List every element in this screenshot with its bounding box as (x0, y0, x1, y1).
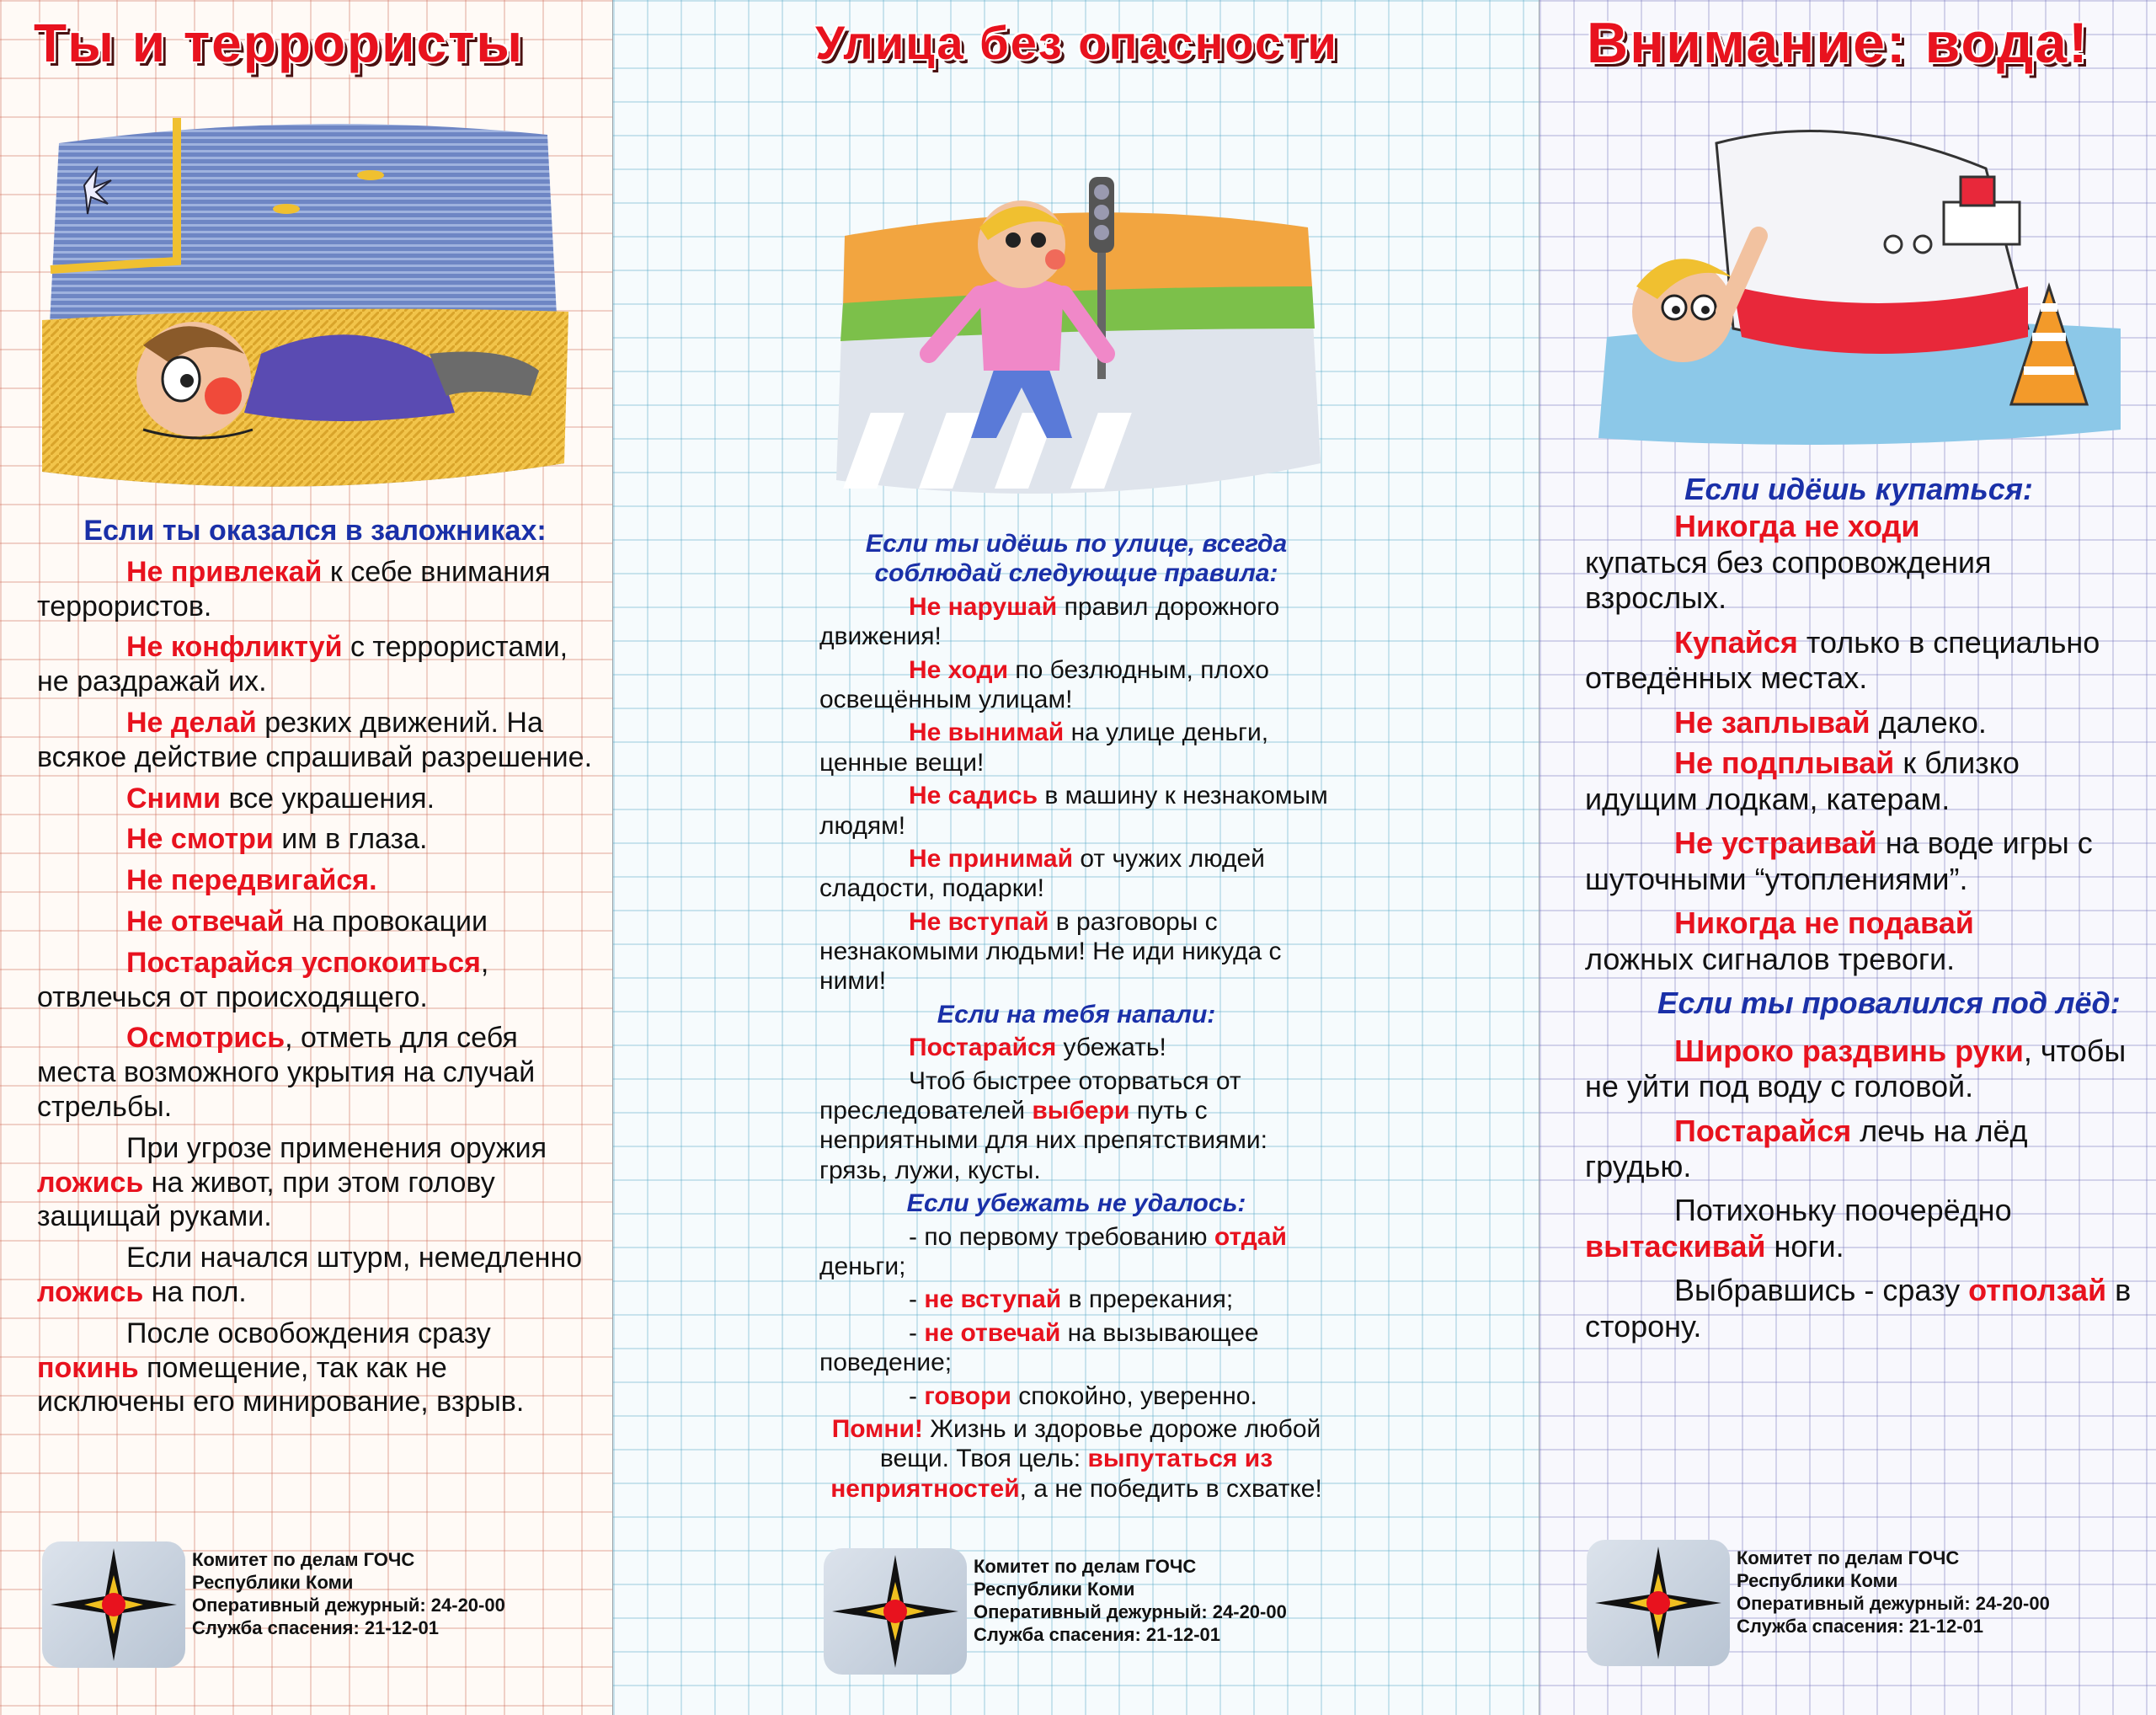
rule-item: Не нарушай правил дорожного движения! (819, 592, 1280, 651)
rule-item: - не вступай в пререкания; (909, 1285, 1234, 1314)
footer-org: Комитет по делам ГОЧС (974, 1556, 1197, 1577)
emergency-emblem (1587, 1540, 1730, 1666)
rule-item: Не отвечай на провокации (126, 905, 488, 938)
rule-item: Потихоньку поочерёдно вытаскивай ноги. (1585, 1193, 2012, 1264)
footer-org: Комитет по делам ГОЧС (1737, 1547, 1960, 1568)
rule-item: Не садись в машину к незнакомым людям! (819, 782, 1328, 840)
footer-duty-phone: Оперативный дежурный: 24-20-00 (1737, 1593, 2050, 1614)
footer-contacts (824, 1548, 1363, 1675)
footer-region: Республики Коми (974, 1579, 1135, 1600)
water-rules (1585, 472, 2132, 1353)
rule-item: Постарайся успокоиться, отвлечься от происходящего. (37, 946, 489, 1013)
compass-star-icon (824, 1548, 967, 1675)
compass-star-icon (1587, 1540, 1730, 1666)
rule-item: Постарайся убежать! (909, 1034, 1166, 1062)
footer-duty-phone: Оперативный дежурный: 24-20-00 (192, 1595, 505, 1616)
section-heading: Если идёшь купаться: (1684, 472, 2033, 506)
rule-item: Не вступай в разговоры с незнакомыми людьми! Не иди никуда с ними! (819, 907, 1282, 996)
rule-item: Не смотри им в глаза. (126, 823, 428, 856)
rule-item: Постарайся лечь на лёд грудью. (1585, 1113, 2028, 1183)
rule-item: Не вынимай на улице деньги, ценные вещи! (819, 719, 1269, 777)
panel-street (613, 0, 1540, 1715)
rule-item: Не привлекай к себе внимания террористов. (37, 555, 551, 622)
remember-note: Помни! Жизнь и здоровье дороже любой вещи. Твоя цель: выпутаться из неприятностей, а не победить в схватке! (830, 1414, 1322, 1503)
section-heading: Если ты провалился под лёд: (1657, 986, 2121, 1021)
rule-item: Не конфликтуй с террористами, не раздражай их. (37, 631, 568, 698)
footer-duty-phone: Оперативный дежурный: 24-20-00 (974, 1601, 1287, 1622)
rule-item: Выбравшись - сразу отползай в сторону. (1585, 1273, 2132, 1344)
rule-item: Широко раздвинь руки, чтобы не уйти под воду с головой. (1585, 1033, 2127, 1104)
footer-rescue-phone: Служба спасения: 21-12-01 (1737, 1616, 1983, 1637)
rule-item: Осмотрись, отметь для себя места возможного укрытия на случай стрельбы. (37, 1022, 536, 1123)
panel-title: Внимание: вода! (1587, 11, 2089, 75)
street-rules (819, 529, 1333, 1510)
rule-item: После освобождения сразу покинь помещение, так как не исключены его минирование, взрыв. (37, 1317, 525, 1418)
rule-item: Если начался штурм, немедленно ложись на пол. (37, 1242, 583, 1308)
rule-item: Не делай резких движений. На всякое действие спрашивай разрешение. (37, 706, 593, 773)
emergency-emblem (824, 1548, 967, 1675)
rule-item: - по первому требованию отдай деньги; (819, 1222, 1287, 1280)
rule-item: При угрозе применения оружия ложись на живот, при этом голову защищай руками. (37, 1131, 547, 1233)
rule-item: - говори спокойно, уверенно. (909, 1381, 1257, 1410)
panel-water (1540, 0, 2156, 1715)
section-heading: Если ты идёшь по улице, всегда соблюдай следующие правила: (865, 530, 1288, 588)
rule-item: Никогда не подавай ложных сигналов тревоги. (1585, 906, 1974, 976)
footer-region: Республики Коми (1737, 1570, 1898, 1591)
rule-item: Купайся только в специально отведённых местах. (1585, 624, 2100, 696)
rule-item: Не заплывай далеко. (1674, 704, 1987, 740)
footer-region: Республики Коми (192, 1572, 354, 1593)
swimmer-ship-illustration (1590, 118, 2129, 455)
rule-item: Сними все украшения. (126, 782, 435, 815)
rule-item: Не принимай от чужих людей сладости, подарки! (819, 844, 1265, 903)
hostage-rules (37, 514, 593, 1426)
rule-item: Чтоб быстрее оторваться от преследователей выбери путь с неприятными для них препятствиями: грязь, лужи, кусты. (819, 1066, 1267, 1184)
section-heading: Если ты оказался в заложниках: (83, 515, 547, 547)
rule-item: Не ходи по безлюдным, плохо освещённым улицам! (819, 655, 1269, 713)
panel-terrorists (0, 0, 613, 1715)
rule-item: - не отвечай на вызывающее поведение; (819, 1318, 1259, 1377)
panel-title: Ты и террористы (34, 13, 525, 73)
footer-rescue-phone: Служба спасения: 21-12-01 (974, 1624, 1220, 1645)
emergency-emblem (42, 1541, 185, 1668)
footer-contacts (1587, 1540, 2126, 1666)
footer-contacts (42, 1541, 581, 1668)
rule-item: Не подплывай к близко идущим лодкам, катерам. (1585, 745, 2020, 816)
section-heading: Если на тебя напали: (937, 1000, 1216, 1028)
panel-title: Улица без опасности (815, 16, 1338, 69)
compass-star-icon (42, 1541, 185, 1668)
footer-rescue-phone: Служба спасения: 21-12-01 (192, 1617, 439, 1638)
rule-item: Не передвигайся. (126, 864, 377, 897)
footer-org: Комитет по делам ГОЧС (192, 1549, 415, 1570)
rule-item: Не устраивай на воде игры с шуточными “утоплениями”. (1585, 825, 2093, 896)
street-crossing-illustration (828, 160, 1325, 514)
section-heading: Если убежать не удалось: (906, 1189, 1246, 1218)
rule-item: Никогда не ходи купаться без сопровождения взрослых. (1585, 509, 1992, 616)
hostage-illustration (34, 110, 573, 497)
